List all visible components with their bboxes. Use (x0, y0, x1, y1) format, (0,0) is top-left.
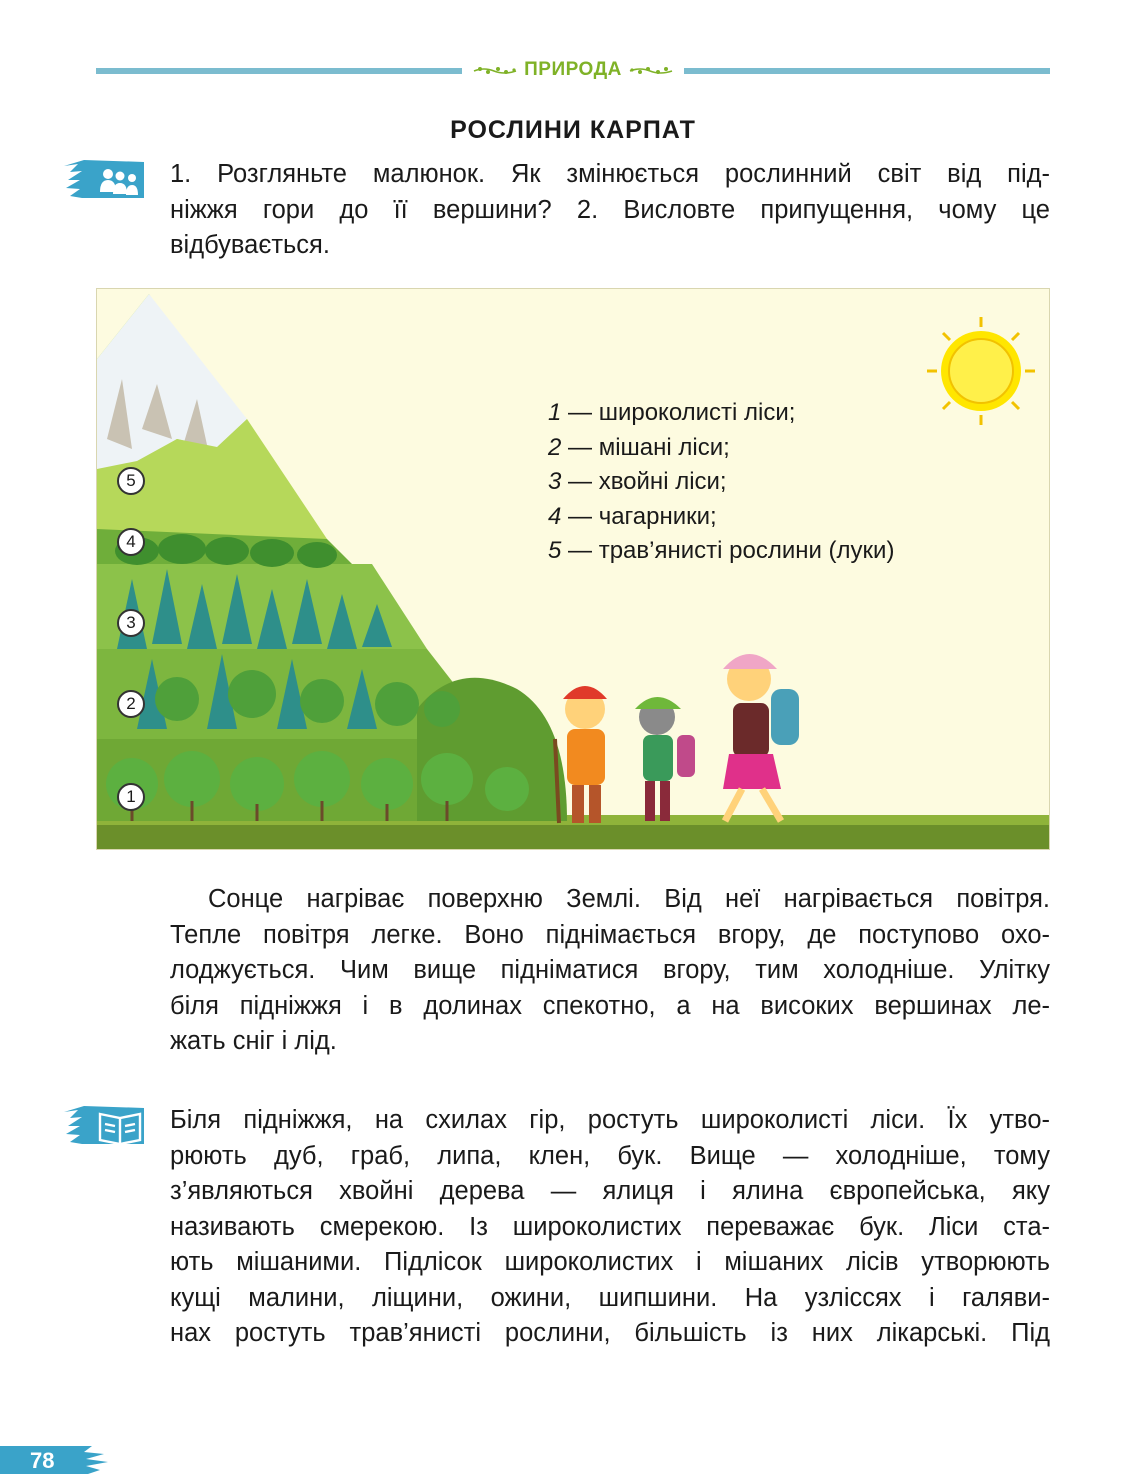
carpathian-zones-illustration (96, 288, 1050, 850)
text-line: жать сніг і лід. (170, 1027, 337, 1055)
page-title: РОСЛИНИ КАРПАТ (450, 116, 696, 144)
sun-icon (927, 317, 1035, 425)
zone-legend (548, 396, 894, 569)
text-line: рюють дуб, граб, липа, клен, бук. Вище — холодніше, тому (170, 1141, 1050, 1170)
task-line: 1. Розгляньте малюнок. Як змінюється рослинний світ від під- (170, 160, 1050, 188)
section-title: ПРИРОДА (524, 59, 622, 80)
zone-marker-5: 5 (117, 467, 145, 495)
right-sprig-icon (628, 65, 674, 75)
legend-item: 2 — мішані ліси; (548, 433, 730, 461)
zone-marker-4: 4 (117, 528, 145, 556)
hiker-girl-icon (723, 654, 799, 821)
paragraph-forests (170, 1103, 1050, 1352)
task-text (170, 157, 1050, 264)
group-discussion-icon (64, 158, 144, 204)
left-sprig-icon (472, 65, 518, 75)
zone-marker-1: 1 (117, 783, 145, 811)
text-line: з’являються хвойні дерева — ялиця і ялина європейська, яку (170, 1177, 1050, 1205)
section-header (462, 58, 684, 82)
text-line: називають смерекою. Із широколистих переважає бук. Ліси ста- (170, 1212, 1050, 1241)
text-line: нах ростуть трав’янисті рослини, більшість із них лікарські. Під (170, 1319, 1050, 1347)
hiker-child-icon (635, 697, 695, 821)
text-line: Тепле повітря легке. Воно піднімається вгору, де поступово охо- (170, 920, 1050, 949)
task-line: ніжжя гори до її вершини? 2. Висловте припущення, чому це (170, 195, 1050, 224)
page-number: 78 (30, 1448, 55, 1473)
mountain-scene (97, 289, 1050, 850)
page-number-tab (0, 1446, 110, 1474)
open-book-icon (64, 1104, 144, 1150)
text-line: біля підніжжя і в долинах спекотно, а на високих вершинах ле- (170, 991, 1050, 1020)
zone-marker-3: 3 (117, 609, 145, 637)
legend-item: 3 — хвойні ліси; (548, 468, 727, 495)
text-line: Біля підніжжя, на схилах гір, ростуть широколисті ліси. Їх утво- (170, 1106, 1050, 1134)
text-line: лоджується. Чим вище підніматися вгору, тим холодніше. Улітку (170, 956, 1050, 984)
task-line: відбувається. (170, 231, 330, 259)
zone-marker-2: 2 (117, 690, 145, 718)
legend-item: 5 — трав’янисті рослини (луки) (548, 537, 895, 564)
text-line: кущі малини, ліщини, ожини, шипшини. На узліссях і галяви- (170, 1283, 1050, 1312)
text-line: ють мішаними. Підлісок широколистих і мішаних лісів утворюють (170, 1248, 1050, 1276)
legend-item: 4 — чагарники; (548, 502, 717, 530)
paragraph-sun (170, 882, 1050, 1060)
text-line: Сонце нагріває поверхню Землі. Від неї нагрівається повітря. (208, 885, 1050, 913)
legend-item: 1 — широколисті ліси; (548, 399, 796, 426)
